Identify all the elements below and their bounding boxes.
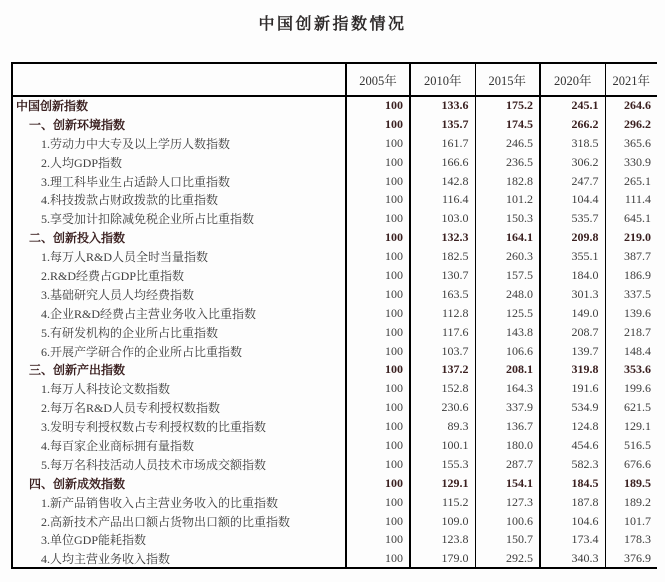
- value-cell: 100: [346, 417, 410, 436]
- table-row: [12, 474, 657, 493]
- value-cell: 100: [346, 247, 410, 266]
- value-cell: 184.5: [540, 474, 605, 493]
- value-cell: 100.6: [475, 512, 540, 531]
- value-cell: 100: [346, 493, 410, 512]
- value-cell: 180.0: [475, 436, 540, 455]
- value-cell: 179.0: [410, 549, 475, 568]
- value-cell: 100: [346, 455, 410, 474]
- value-cell: 340.3: [540, 549, 605, 568]
- row-label: 4.企业R&D经费占主营业务收入比重指数: [41, 306, 257, 321]
- value-cell: 265.1: [605, 172, 657, 191]
- value-cell: 148.4: [605, 342, 657, 361]
- row-label: 3.基础研究人员人均经费指数: [41, 287, 195, 302]
- row-label: 5.享受加计扣除减免税企业所占比重指数: [41, 212, 255, 227]
- value-cell: 142.8: [410, 172, 475, 191]
- row-label: 2.人均GDP指数: [41, 155, 123, 170]
- value-cell: 106.6: [475, 342, 540, 361]
- value-cell: 135.7: [410, 115, 475, 134]
- page-title: 中国创新指数情况: [258, 16, 407, 33]
- value-cell: 676.6: [605, 455, 657, 474]
- value-cell: 89.3: [410, 417, 475, 436]
- value-cell: 111.4: [605, 190, 657, 209]
- value-cell: 209.8: [540, 228, 605, 247]
- value-cell: 621.5: [605, 398, 657, 417]
- value-cell: 187.8: [540, 493, 605, 512]
- value-cell: 182.5: [410, 247, 475, 266]
- value-cell: 117.6: [410, 323, 475, 342]
- row-label: 6.开展产学研合作的企业所占比重指数: [41, 344, 243, 359]
- table-row: [12, 379, 657, 398]
- value-cell: 296.2: [605, 115, 657, 134]
- table-row: [12, 209, 657, 228]
- table-row: [12, 190, 657, 209]
- table-row: [12, 342, 657, 361]
- value-cell: 104.6: [540, 512, 605, 531]
- value-cell: 155.3: [410, 455, 475, 474]
- value-cell: 199.6: [605, 379, 657, 398]
- value-cell: 247.7: [540, 172, 605, 191]
- table-row: [12, 228, 657, 247]
- value-cell: 100: [346, 209, 410, 228]
- row-label: 二、创新投入指数: [29, 231, 126, 246]
- value-cell: 100: [346, 190, 410, 209]
- value-cell: 264.6: [605, 96, 657, 115]
- value-cell: 330.9: [605, 153, 657, 172]
- table-row: [12, 398, 657, 417]
- value-cell: 175.2: [475, 96, 540, 115]
- value-cell: 139.7: [540, 342, 605, 361]
- table-row: [12, 285, 657, 304]
- value-cell: 100: [346, 379, 410, 398]
- year-header-2021: 2021年: [605, 63, 657, 96]
- value-cell: 208.7: [540, 323, 605, 342]
- value-cell: 139.6: [605, 304, 657, 323]
- value-cell: 100: [346, 134, 410, 153]
- stub-header-cell: [12, 63, 346, 96]
- row-label: 5.每万名科技活动人员技术市场成交额指数: [41, 457, 267, 472]
- table-row: [12, 96, 657, 115]
- year-header-2005: 2005年: [346, 63, 410, 96]
- row-label: 4.人均主营业务收入指数: [41, 551, 171, 566]
- value-cell: 104.4: [540, 190, 605, 209]
- value-cell: 534.9: [540, 398, 605, 417]
- value-cell: 319.8: [540, 360, 605, 379]
- value-cell: 245.1: [540, 96, 605, 115]
- value-cell: 100: [346, 153, 410, 172]
- value-cell: 132.3: [410, 228, 475, 247]
- value-cell: 186.9: [605, 266, 657, 285]
- row-label: 4.每百家企业商标拥有量指数: [41, 438, 195, 453]
- row-label: 1.每万人科技论文数指数: [41, 382, 171, 397]
- value-cell: 100: [346, 549, 410, 568]
- value-cell: 353.6: [605, 360, 657, 379]
- value-cell: 582.3: [540, 455, 605, 474]
- value-cell: 208.1: [475, 360, 540, 379]
- value-cell: 173.4: [540, 530, 605, 549]
- value-cell: 376.9: [605, 549, 657, 568]
- row-label: 5.有研发机构的企业所占比重指数: [41, 325, 219, 340]
- value-cell: 292.5: [475, 549, 540, 568]
- row-label: 1.劳动力中大专及以上学历人数指数: [41, 136, 231, 151]
- row-label: 2.R&D经费占GDP比重指数: [41, 268, 185, 283]
- value-cell: 152.8: [410, 379, 475, 398]
- value-cell: 100: [346, 436, 410, 455]
- value-cell: 100: [346, 398, 410, 417]
- value-cell: 246.5: [475, 134, 540, 153]
- value-cell: 387.7: [605, 247, 657, 266]
- value-cell: 100: [346, 304, 410, 323]
- value-cell: 218.7: [605, 323, 657, 342]
- value-cell: 306.2: [540, 153, 605, 172]
- value-cell: 164.1: [475, 228, 540, 247]
- innovation-index-table: [11, 62, 657, 569]
- value-cell: 301.3: [540, 285, 605, 304]
- value-cell: 260.3: [475, 247, 540, 266]
- value-cell: 318.5: [540, 134, 605, 153]
- value-cell: 125.5: [475, 304, 540, 323]
- year-header-2020: 2020年: [540, 63, 605, 96]
- value-cell: 174.5: [475, 115, 540, 134]
- value-cell: 130.7: [410, 266, 475, 285]
- value-cell: 129.1: [605, 417, 657, 436]
- value-cell: 116.4: [410, 190, 475, 209]
- value-cell: 127.3: [475, 493, 540, 512]
- value-cell: 100: [346, 172, 410, 191]
- value-cell: 189.2: [605, 493, 657, 512]
- value-cell: 219.0: [605, 228, 657, 247]
- table-row: [12, 493, 657, 512]
- row-label: 2.每万名R&D人员专利授权数指数: [41, 401, 221, 416]
- value-cell: 287.7: [475, 455, 540, 474]
- value-cell: 454.6: [540, 436, 605, 455]
- value-cell: 337.5: [605, 285, 657, 304]
- row-label: 1.新产品销售收入占主营业务收入的比重指数: [41, 495, 279, 510]
- value-cell: 136.7: [475, 417, 540, 436]
- value-cell: 535.7: [540, 209, 605, 228]
- row-label: 3.理工科毕业生占适龄人口比重指数: [41, 174, 231, 189]
- table-body: [12, 96, 657, 568]
- value-cell: 150.7: [475, 530, 540, 549]
- row-label: 3.发明专利授权数占专利授权数的比重指数: [41, 420, 267, 435]
- value-cell: 100: [346, 96, 410, 115]
- year-header-2015: 2015年: [475, 63, 540, 96]
- table-row: [12, 247, 657, 266]
- value-cell: 164.3: [475, 379, 540, 398]
- value-cell: 266.2: [540, 115, 605, 134]
- table-row: [12, 360, 657, 379]
- value-cell: 157.5: [475, 266, 540, 285]
- table-row: [12, 172, 657, 191]
- value-cell: 143.8: [475, 323, 540, 342]
- row-label: 中国创新指数: [16, 99, 89, 114]
- row-label: 4.科技拨款占财政拨款的比重指数: [41, 193, 219, 208]
- value-cell: 100.1: [410, 436, 475, 455]
- value-cell: 100: [346, 323, 410, 342]
- table-row: [12, 530, 657, 549]
- table-header: [12, 63, 657, 96]
- value-cell: 645.1: [605, 209, 657, 228]
- value-cell: 337.9: [475, 398, 540, 417]
- value-cell: 100: [346, 360, 410, 379]
- value-cell: 100: [346, 512, 410, 531]
- row-label: 三、创新产出指数: [29, 363, 126, 378]
- value-cell: 161.7: [410, 134, 475, 153]
- value-cell: 191.6: [540, 379, 605, 398]
- row-label: 四、创新成效指数: [29, 476, 126, 491]
- table-row: [12, 549, 657, 568]
- table-row: [12, 304, 657, 323]
- row-label: 2.高新技术产品出口额占货物出口额的比重指数: [41, 514, 291, 529]
- table-row: [12, 115, 657, 134]
- value-cell: 149.0: [540, 304, 605, 323]
- value-cell: 100: [346, 474, 410, 493]
- value-cell: 163.5: [410, 285, 475, 304]
- value-cell: 154.1: [475, 474, 540, 493]
- value-cell: 124.8: [540, 417, 605, 436]
- value-cell: 248.0: [475, 285, 540, 304]
- value-cell: 100: [346, 342, 410, 361]
- table-row: [12, 134, 657, 153]
- value-cell: 100: [346, 115, 410, 134]
- value-cell: 100: [346, 285, 410, 304]
- table-row: [12, 153, 657, 172]
- table-row: [12, 455, 657, 474]
- value-cell: 236.5: [475, 153, 540, 172]
- value-cell: 355.1: [540, 247, 605, 266]
- value-cell: 166.6: [410, 153, 475, 172]
- value-cell: 100: [346, 266, 410, 285]
- row-label: 3.单位GDP能耗指数: [41, 533, 147, 548]
- value-cell: 182.8: [475, 172, 540, 191]
- value-cell: 100: [346, 228, 410, 247]
- table-row: [12, 436, 657, 455]
- table-row: [12, 417, 657, 436]
- value-cell: 184.0: [540, 266, 605, 285]
- row-label: 1.每万人R&D人员全时当量指数: [41, 250, 209, 265]
- header-row: [12, 63, 657, 96]
- table-row: [12, 512, 657, 531]
- value-cell: 189.5: [605, 474, 657, 493]
- value-cell: 365.6: [605, 134, 657, 153]
- value-cell: 150.3: [475, 209, 540, 228]
- year-header-2010: 2010年: [410, 63, 475, 96]
- table-row: [12, 266, 657, 285]
- value-cell: 123.8: [410, 530, 475, 549]
- value-cell: 101.7: [605, 512, 657, 531]
- row-label: 一、创新环境指数: [29, 117, 126, 132]
- value-cell: 103.0: [410, 209, 475, 228]
- value-cell: 178.3: [605, 530, 657, 549]
- value-cell: 133.6: [410, 96, 475, 115]
- value-cell: 101.2: [475, 190, 540, 209]
- table-row: [12, 323, 657, 342]
- value-cell: 115.2: [410, 493, 475, 512]
- value-cell: 516.5: [605, 436, 657, 455]
- value-cell: 109.0: [410, 512, 475, 531]
- value-cell: 112.8: [410, 304, 475, 323]
- value-cell: 103.7: [410, 342, 475, 361]
- value-cell: 230.6: [410, 398, 475, 417]
- value-cell: 100: [346, 530, 410, 549]
- value-cell: 137.2: [410, 360, 475, 379]
- value-cell: 129.1: [410, 474, 475, 493]
